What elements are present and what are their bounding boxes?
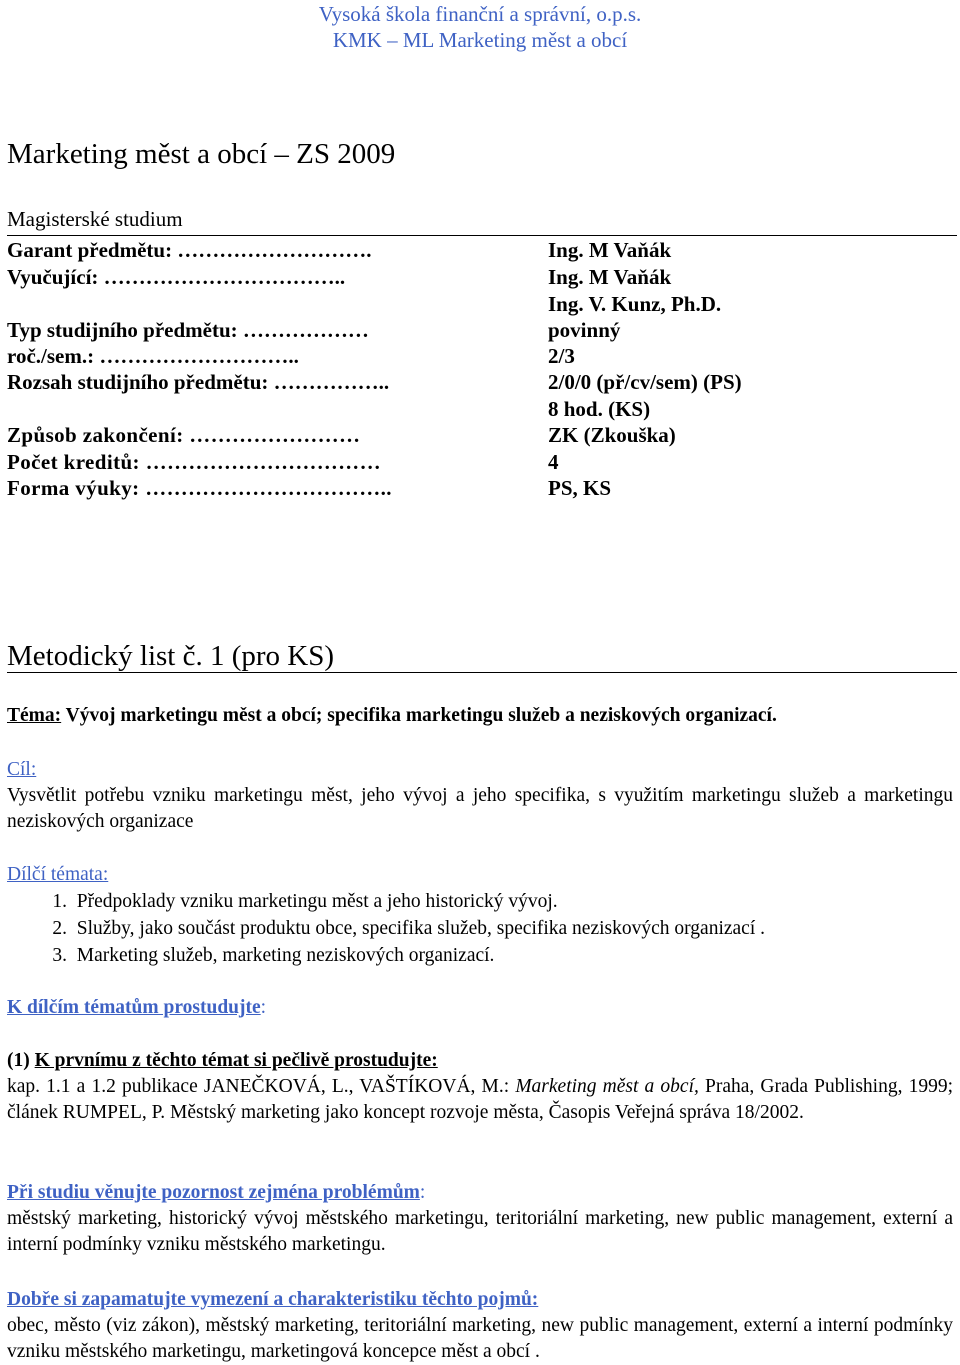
info-row-scope-ks <box>7 397 947 424</box>
methodical-sheet-heading: Metodický list č. 1 (pro KS) <box>7 640 335 672</box>
info-value: povinný <box>548 318 621 342</box>
list-number: 2. <box>52 918 67 939</box>
info-value: 2/3 <box>548 344 575 368</box>
study-heading: K dílčím tématům prostudujte <box>7 997 261 1018</box>
info-row-completion <box>7 423 947 450</box>
info-row-course-type <box>7 318 947 345</box>
attention-text: městský marketing, historický vývoj městského marketingu, teritoriální marketing, new public management, externí a interní podmínky vzniku městského marketingu. <box>7 1208 953 1255</box>
remember-heading: Dobře si zapamatujte vymezení a charakteristiku těchto pojmů: <box>7 1289 539 1310</box>
reference-part: kap. 1.1 a 1.2 publikace JANEČKOVÁ, L., VAŠTÍKOVÁ, M.: <box>7 1076 516 1097</box>
attention-heading: Při studiu věnujte pozornost zejména problémům <box>7 1182 420 1203</box>
study-heading-line <box>7 995 953 1021</box>
info-label: Počet kreditů: …………………………… <box>7 450 381 474</box>
info-row-scope <box>7 370 947 397</box>
info-row-year-semester <box>7 344 947 371</box>
reference-part: Praha, Grada Publishing, 1999; článek RUMPEL, P. Městský marketing jako koncept rozvoje města, Časopis Veřejná správa 18/2002. <box>7 1076 954 1123</box>
info-row-teacher-2 <box>7 292 947 319</box>
info-row-teaching-form <box>7 476 947 503</box>
list-item <box>7 942 765 969</box>
info-value: Ing. M Vaňák <box>548 265 672 289</box>
info-value: Ing. M Vaňák <box>548 238 672 262</box>
document-title: Marketing měst a obcí – ZS 2009 <box>7 138 396 170</box>
info-label: Garant předmětu: ………………………. <box>7 238 372 262</box>
goal-text: Vysvětlit potřebu vzniku marketingu měst, jeho vývoj a jeho specifika, s využitím marketingu služeb a marketingu neziskových organizace <box>7 785 953 832</box>
divider <box>7 672 957 673</box>
study-type: Magisterské studium <box>7 207 183 231</box>
course-header: KMK – ML Marketing měst a obcí <box>332 28 628 52</box>
list-number: 3. <box>52 945 67 966</box>
info-value: 8 hod. (KS) <box>548 397 651 421</box>
list-text: Předpoklady vzniku marketingu měst a jeho historický vývoj. <box>76 891 558 912</box>
attention-heading-colon: : <box>419 1182 426 1203</box>
list-item <box>7 915 765 942</box>
info-label: Typ studijního předmětu: ……………… <box>7 318 369 342</box>
study-heading-colon: : <box>260 997 267 1018</box>
divider <box>7 235 957 236</box>
info-label: Rozsah studijního předmětu: …………….. <box>7 370 390 394</box>
subtopics-list <box>7 888 765 969</box>
first-topic-heading: K prvnímu z těchto témat si pečlivě prostudujte: <box>34 1050 438 1071</box>
info-value: 2/0/0 (př/cv/sem) (PS) <box>548 370 742 394</box>
list-item <box>7 888 765 915</box>
info-row-credits <box>7 450 947 477</box>
info-label: Způsob zakončení: …………………… <box>7 423 361 447</box>
attention-heading-line <box>7 1180 953 1206</box>
info-label: roč./sem.: ……………………….. <box>7 344 299 368</box>
topic-text: Vývoj marketingu měst a obcí; specifika marketingu služeb a neziskových organizací. <box>61 705 777 726</box>
list-text: Marketing služeb, marketing neziskových organizací. <box>76 945 495 966</box>
info-value: 4 <box>548 450 559 474</box>
topic-label: Téma: <box>7 705 62 726</box>
remember-text: obec, město (viz zákon), městský marketing, teritoriální marketing, new public management, externí a interní podmínky vzniku městského marketingu, marketingová koncepce měst a obcí . <box>7 1315 953 1362</box>
info-row-teacher <box>7 265 947 292</box>
info-label: Vyučující: …………………………….. <box>7 265 346 289</box>
info-row-guarantor <box>7 238 947 265</box>
reference-text <box>7 1074 953 1126</box>
reference-book-title: Marketing měst a obcí, <box>515 1076 699 1097</box>
first-topic-heading-line <box>7 1048 953 1074</box>
info-label: Forma výuky: …………………………….. <box>7 476 392 500</box>
list-text: Služby, jako součást produktu obce, specifika služeb, specifika neziskových organizací . <box>76 918 766 939</box>
info-value: ZK (Zkouška) <box>548 423 676 447</box>
list-number: 1. <box>52 891 67 912</box>
info-value: PS, KS <box>548 476 612 500</box>
topic-line <box>7 703 953 729</box>
info-value: Ing. V. Kunz, Ph.D. <box>548 292 722 316</box>
subtopics-label: Dílčí témata: <box>7 864 109 885</box>
goal-label: Cíl: <box>7 759 37 780</box>
school-header: Vysoká škola finanční a správní, o.p.s. <box>318 2 642 26</box>
first-topic-prefix: (1) <box>7 1050 35 1071</box>
